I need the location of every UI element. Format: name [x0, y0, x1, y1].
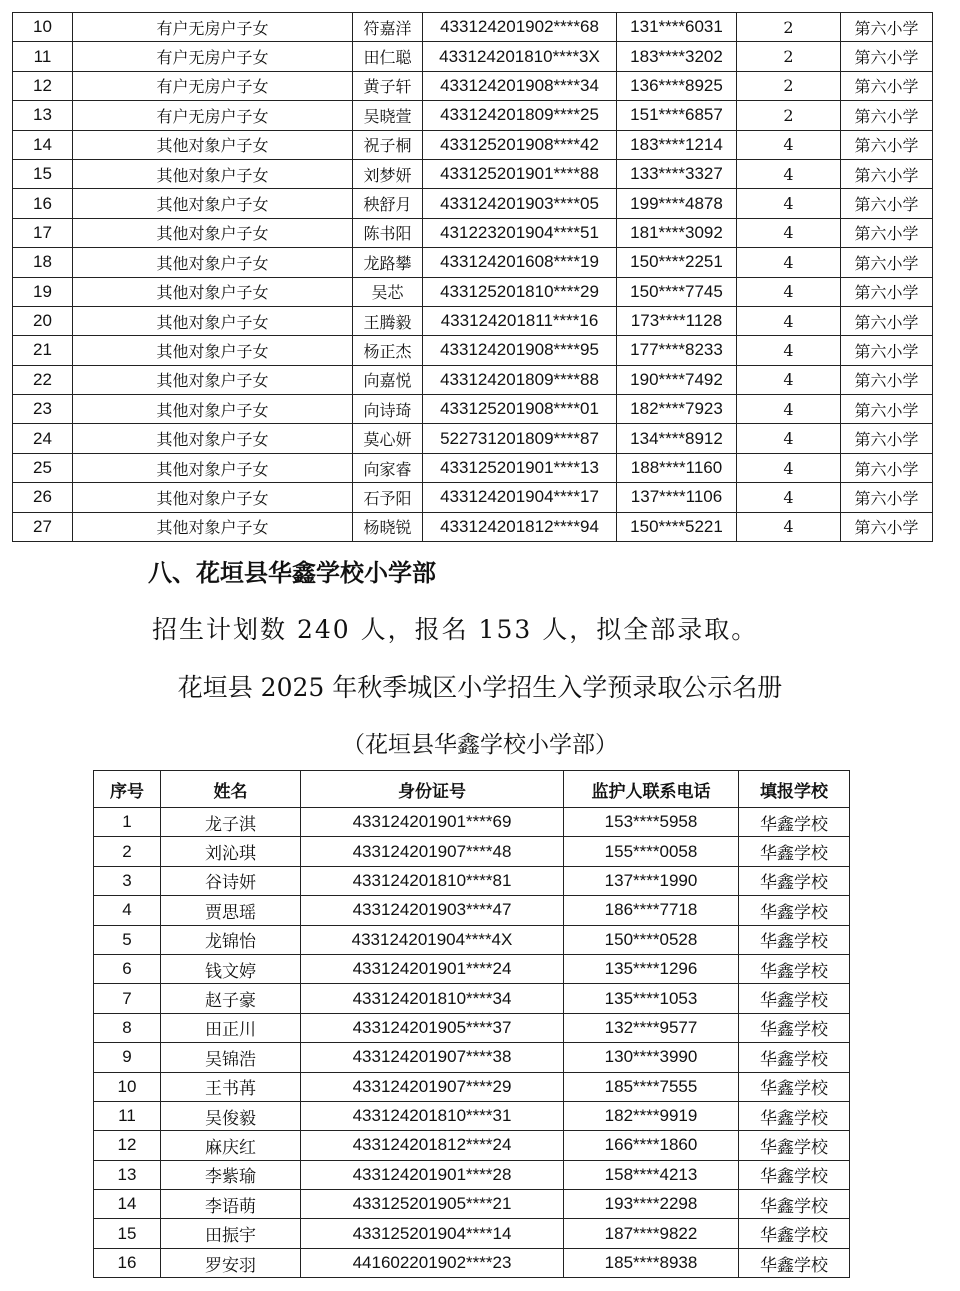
row-id-number: 433124201810****3X	[423, 42, 617, 71]
table-row	[94, 808, 850, 837]
row-phone: 188****1160	[617, 453, 737, 482]
row-grade: 4	[737, 424, 841, 453]
row-phone: 136****8925	[617, 71, 737, 100]
row-school: 华鑫学校	[739, 1190, 850, 1219]
row-id-number: 433124201812****24	[301, 1131, 564, 1160]
row-name: 祝子桐	[353, 130, 423, 159]
row-school: 华鑫学校	[739, 866, 850, 895]
row-phone: 135****1053	[564, 984, 739, 1013]
row-name: 杨晓锐	[353, 512, 423, 541]
row-number: 5	[94, 925, 161, 954]
row-phone: 158****4213	[564, 1160, 739, 1189]
row-number: 14	[94, 1190, 161, 1219]
row-id-number: 433124201902****68	[423, 13, 617, 42]
table-row	[13, 277, 933, 306]
row-phone: 155****0058	[564, 837, 739, 866]
row-phone: 173****1128	[617, 306, 737, 335]
table-row	[13, 453, 933, 482]
row-id-number: 433124201907****29	[301, 1072, 564, 1101]
table-row	[94, 1248, 850, 1277]
row-school: 华鑫学校	[739, 837, 850, 866]
row-id-number: 433124201908****34	[423, 71, 617, 100]
row-phone: 135****1296	[564, 954, 739, 983]
row-school: 第六小学	[841, 277, 933, 306]
table-row	[94, 866, 850, 895]
row-category: 其他对象户子女	[73, 159, 353, 188]
table-row	[13, 71, 933, 100]
row-id-number: 433124201812****94	[423, 512, 617, 541]
row-number: 20	[13, 306, 73, 335]
row-number: 2	[94, 837, 161, 866]
row-name: 钱文婷	[161, 954, 301, 983]
row-category: 有户无房户子女	[73, 42, 353, 71]
row-school: 华鑫学校	[739, 1160, 850, 1189]
table-row	[13, 159, 933, 188]
table-row	[94, 1160, 850, 1189]
row-name: 莫心妍	[353, 424, 423, 453]
row-category: 其他对象户子女	[73, 189, 353, 218]
header-no: 序号	[94, 771, 161, 808]
row-number: 21	[13, 336, 73, 365]
row-grade: 4	[737, 159, 841, 188]
row-category: 有户无房户子女	[73, 101, 353, 130]
table-row	[94, 1131, 850, 1160]
row-phone: 183****1214	[617, 130, 737, 159]
table-row	[94, 1072, 850, 1101]
row-grade: 2	[737, 42, 841, 71]
row-phone: 132****9577	[564, 1013, 739, 1042]
table-row	[94, 954, 850, 983]
table-row	[13, 395, 933, 424]
row-school: 华鑫学校	[739, 925, 850, 954]
row-category: 其他对象户子女	[73, 130, 353, 159]
row-grade: 4	[737, 395, 841, 424]
row-number: 18	[13, 248, 73, 277]
table-row	[13, 424, 933, 453]
row-id-number: 433124201904****4X	[301, 925, 564, 954]
row-phone: 150****2251	[617, 248, 737, 277]
row-name: 向家睿	[353, 453, 423, 482]
row-category: 其他对象户子女	[73, 424, 353, 453]
table-row	[13, 336, 933, 365]
row-number: 13	[13, 101, 73, 130]
row-name: 吴俊毅	[161, 1101, 301, 1130]
table-row	[94, 925, 850, 954]
row-category: 其他对象户子女	[73, 453, 353, 482]
sixth-school-roster-table	[12, 12, 933, 542]
table-row	[13, 13, 933, 42]
row-grade: 4	[737, 248, 841, 277]
row-school: 华鑫学校	[739, 1131, 850, 1160]
row-name: 罗安羽	[161, 1248, 301, 1277]
table-row	[13, 365, 933, 394]
row-school: 第六小学	[841, 453, 933, 482]
row-grade: 4	[737, 512, 841, 541]
row-id-number: 433124201905****37	[301, 1013, 564, 1042]
row-id-number: 433124201907****38	[301, 1043, 564, 1072]
row-phone: 182****9919	[564, 1101, 739, 1130]
row-number: 27	[13, 512, 73, 541]
row-id-number: 433124201903****47	[301, 896, 564, 925]
row-phone: 177****8233	[617, 336, 737, 365]
row-id-number: 433124201903****05	[423, 189, 617, 218]
row-phone: 150****5221	[617, 512, 737, 541]
table-row	[94, 1043, 850, 1072]
row-name: 杨正杰	[353, 336, 423, 365]
row-category: 其他对象户子女	[73, 512, 353, 541]
row-school: 第六小学	[841, 512, 933, 541]
row-grade: 4	[737, 336, 841, 365]
row-school: 第六小学	[841, 13, 933, 42]
row-phone: 185****8938	[564, 1248, 739, 1277]
section-heading: 八、花垣县华鑫学校小学部	[148, 559, 436, 587]
row-grade: 4	[737, 483, 841, 512]
row-id-number: 433124201810****34	[301, 984, 564, 1013]
row-school: 华鑫学校	[739, 1043, 850, 1072]
row-name: 田正川	[161, 1013, 301, 1042]
row-grade: 4	[737, 189, 841, 218]
row-phone: 182****7923	[617, 395, 737, 424]
table-row	[13, 248, 933, 277]
row-number: 10	[13, 13, 73, 42]
row-grade: 4	[737, 365, 841, 394]
row-number: 15	[94, 1219, 161, 1248]
row-category: 其他对象户子女	[73, 365, 353, 394]
row-grade: 4	[737, 277, 841, 306]
row-id-number: 433124201901****28	[301, 1160, 564, 1189]
enrollment-plan-text: 招生计划数 240 人，报名 153 人，拟全部录取。	[152, 615, 759, 644]
row-phone: 181****3092	[617, 218, 737, 247]
row-number: 6	[94, 954, 161, 983]
row-number: 7	[94, 984, 161, 1013]
row-number: 13	[94, 1160, 161, 1189]
row-number: 11	[94, 1101, 161, 1130]
row-number: 12	[94, 1131, 161, 1160]
table-row	[94, 1013, 850, 1042]
row-id-number: 431223201904****51	[423, 218, 617, 247]
row-school: 第六小学	[841, 130, 933, 159]
row-school: 第六小学	[841, 218, 933, 247]
row-category: 其他对象户子女	[73, 218, 353, 247]
row-number: 1	[94, 808, 161, 837]
row-name: 黄子轩	[353, 71, 423, 100]
row-school: 华鑫学校	[739, 1013, 850, 1042]
row-id-number: 433124201809****88	[423, 365, 617, 394]
table-row	[94, 1219, 850, 1248]
row-name: 陈书阳	[353, 218, 423, 247]
row-category: 其他对象户子女	[73, 306, 353, 335]
row-category: 其他对象户子女	[73, 248, 353, 277]
row-number: 3	[94, 866, 161, 895]
row-name: 谷诗妍	[161, 866, 301, 895]
row-school: 第六小学	[841, 101, 933, 130]
row-name: 吴锦浩	[161, 1043, 301, 1072]
row-phone: 137****1990	[564, 866, 739, 895]
row-grade: 2	[737, 13, 841, 42]
row-school: 第六小学	[841, 306, 933, 335]
row-name: 龙锦怡	[161, 925, 301, 954]
row-phone: 153****5958	[564, 808, 739, 837]
row-phone: 151****6857	[617, 101, 737, 130]
row-phone: 134****8912	[617, 424, 737, 453]
table-row	[94, 984, 850, 1013]
row-phone: 186****7718	[564, 896, 739, 925]
table-row	[13, 101, 933, 130]
roster-title: 花垣县 2025 年秋季城区小学招生入学预录取公示名册	[177, 673, 783, 702]
table-row	[13, 483, 933, 512]
row-name: 吴晓萱	[353, 101, 423, 130]
table-row	[13, 306, 933, 335]
row-grade: 4	[737, 453, 841, 482]
table-row	[94, 1190, 850, 1219]
row-number: 22	[13, 365, 73, 394]
row-grade: 2	[737, 101, 841, 130]
row-id-number: 433125201905****21	[301, 1190, 564, 1219]
row-name: 符嘉洋	[353, 13, 423, 42]
row-school: 第六小学	[841, 159, 933, 188]
sixth-school-roster-body	[13, 13, 933, 542]
row-id-number: 433124201810****81	[301, 866, 564, 895]
row-number: 12	[13, 71, 73, 100]
row-category: 其他对象户子女	[73, 277, 353, 306]
row-phone: 187****9822	[564, 1219, 739, 1248]
row-phone: 166****1860	[564, 1131, 739, 1160]
row-school: 华鑫学校	[739, 1219, 850, 1248]
row-number: 4	[94, 896, 161, 925]
row-id-number: 433124201901****24	[301, 954, 564, 983]
table-row	[13, 130, 933, 159]
row-number: 8	[94, 1013, 161, 1042]
row-number: 25	[13, 453, 73, 482]
row-name: 贾思瑶	[161, 896, 301, 925]
header-name: 姓名	[161, 771, 301, 808]
row-school: 第六小学	[841, 189, 933, 218]
row-school: 第六小学	[841, 42, 933, 71]
row-name: 赵子豪	[161, 984, 301, 1013]
row-id-number: 433124201908****95	[423, 336, 617, 365]
row-name: 向诗琦	[353, 395, 423, 424]
row-name: 王书苒	[161, 1072, 301, 1101]
row-number: 14	[13, 130, 73, 159]
row-phone: 199****4878	[617, 189, 737, 218]
table-row	[13, 218, 933, 247]
row-category: 有户无房户子女	[73, 71, 353, 100]
row-school: 第六小学	[841, 336, 933, 365]
row-id-number: 433125201810****29	[423, 277, 617, 306]
row-grade: 4	[737, 130, 841, 159]
row-phone: 183****3202	[617, 42, 737, 71]
row-school: 华鑫学校	[739, 1101, 850, 1130]
row-phone: 137****1106	[617, 483, 737, 512]
row-number: 16	[94, 1248, 161, 1277]
row-id-number: 433124201901****69	[301, 808, 564, 837]
table-row	[94, 1101, 850, 1130]
row-name: 王腾毅	[353, 306, 423, 335]
header-school: 填报学校	[739, 771, 850, 808]
row-school: 华鑫学校	[739, 984, 850, 1013]
row-name: 田振宇	[161, 1219, 301, 1248]
row-id-number: 433124201907****48	[301, 837, 564, 866]
row-name: 刘梦妍	[353, 159, 423, 188]
row-category: 其他对象户子女	[73, 483, 353, 512]
row-school: 华鑫学校	[739, 1072, 850, 1101]
row-school: 华鑫学校	[739, 808, 850, 837]
row-phone: 131****6031	[617, 13, 737, 42]
row-id-number: 433124201811****16	[423, 306, 617, 335]
row-phone: 185****7555	[564, 1072, 739, 1101]
huaxin-school-roster-table	[93, 770, 850, 1278]
row-school: 第六小学	[841, 71, 933, 100]
row-number: 23	[13, 395, 73, 424]
row-school: 华鑫学校	[739, 1248, 850, 1277]
row-id-number: 433124201904****17	[423, 483, 617, 512]
row-number: 11	[13, 42, 73, 71]
row-name: 龙子淇	[161, 808, 301, 837]
row-number: 9	[94, 1043, 161, 1072]
row-name: 麻庆红	[161, 1131, 301, 1160]
row-school: 第六小学	[841, 365, 933, 394]
row-id-number: 433124201810****31	[301, 1101, 564, 1130]
row-id-number: 433125201908****01	[423, 395, 617, 424]
row-school: 第六小学	[841, 424, 933, 453]
row-name: 刘沁琪	[161, 837, 301, 866]
row-school: 第六小学	[841, 248, 933, 277]
row-number: 15	[13, 159, 73, 188]
row-phone: 190****7492	[617, 365, 737, 394]
row-grade: 2	[737, 71, 841, 100]
table-row	[13, 189, 933, 218]
row-grade: 4	[737, 218, 841, 247]
row-number: 26	[13, 483, 73, 512]
row-name: 向嘉悦	[353, 365, 423, 394]
row-phone: 130****3990	[564, 1043, 739, 1072]
row-name: 李语萌	[161, 1190, 301, 1219]
row-number: 10	[94, 1072, 161, 1101]
row-name: 秧舒月	[353, 189, 423, 218]
row-name: 田仁聪	[353, 42, 423, 71]
header-id: 身份证号	[301, 771, 564, 808]
row-id-number: 522731201809****87	[423, 424, 617, 453]
row-school: 华鑫学校	[739, 954, 850, 983]
row-category: 有户无房户子女	[73, 13, 353, 42]
table-row	[13, 512, 933, 541]
row-number: 19	[13, 277, 73, 306]
row-id-number: 433125201901****13	[423, 453, 617, 482]
row-phone: 133****3327	[617, 159, 737, 188]
table-row	[94, 837, 850, 866]
roster-subtitle: （花垣县华鑫学校小学部）	[342, 732, 618, 758]
row-school: 第六小学	[841, 483, 933, 512]
table-row	[94, 896, 850, 925]
row-id-number: 441602201902****23	[301, 1248, 564, 1277]
header-phone: 监护人联系电话	[564, 771, 739, 808]
row-id-number: 433124201608****19	[423, 248, 617, 277]
table-header-row	[94, 771, 850, 808]
row-id-number: 433125201908****42	[423, 130, 617, 159]
row-id-number: 433125201901****88	[423, 159, 617, 188]
row-name: 龙路攀	[353, 248, 423, 277]
row-category: 其他对象户子女	[73, 395, 353, 424]
row-name: 李紫瑜	[161, 1160, 301, 1189]
row-school: 第六小学	[841, 395, 933, 424]
row-phone: 193****2298	[564, 1190, 739, 1219]
row-phone: 150****0528	[564, 925, 739, 954]
row-id-number: 433124201809****25	[423, 101, 617, 130]
row-id-number: 433125201904****14	[301, 1219, 564, 1248]
huaxin-school-roster-body	[94, 808, 850, 1278]
row-number: 24	[13, 424, 73, 453]
row-number: 17	[13, 218, 73, 247]
table-row	[13, 42, 933, 71]
row-category: 其他对象户子女	[73, 336, 353, 365]
row-phone: 150****7745	[617, 277, 737, 306]
row-name: 吴芯	[353, 277, 423, 306]
row-school: 华鑫学校	[739, 896, 850, 925]
row-grade: 4	[737, 306, 841, 335]
row-number: 16	[13, 189, 73, 218]
row-name: 石予阳	[353, 483, 423, 512]
